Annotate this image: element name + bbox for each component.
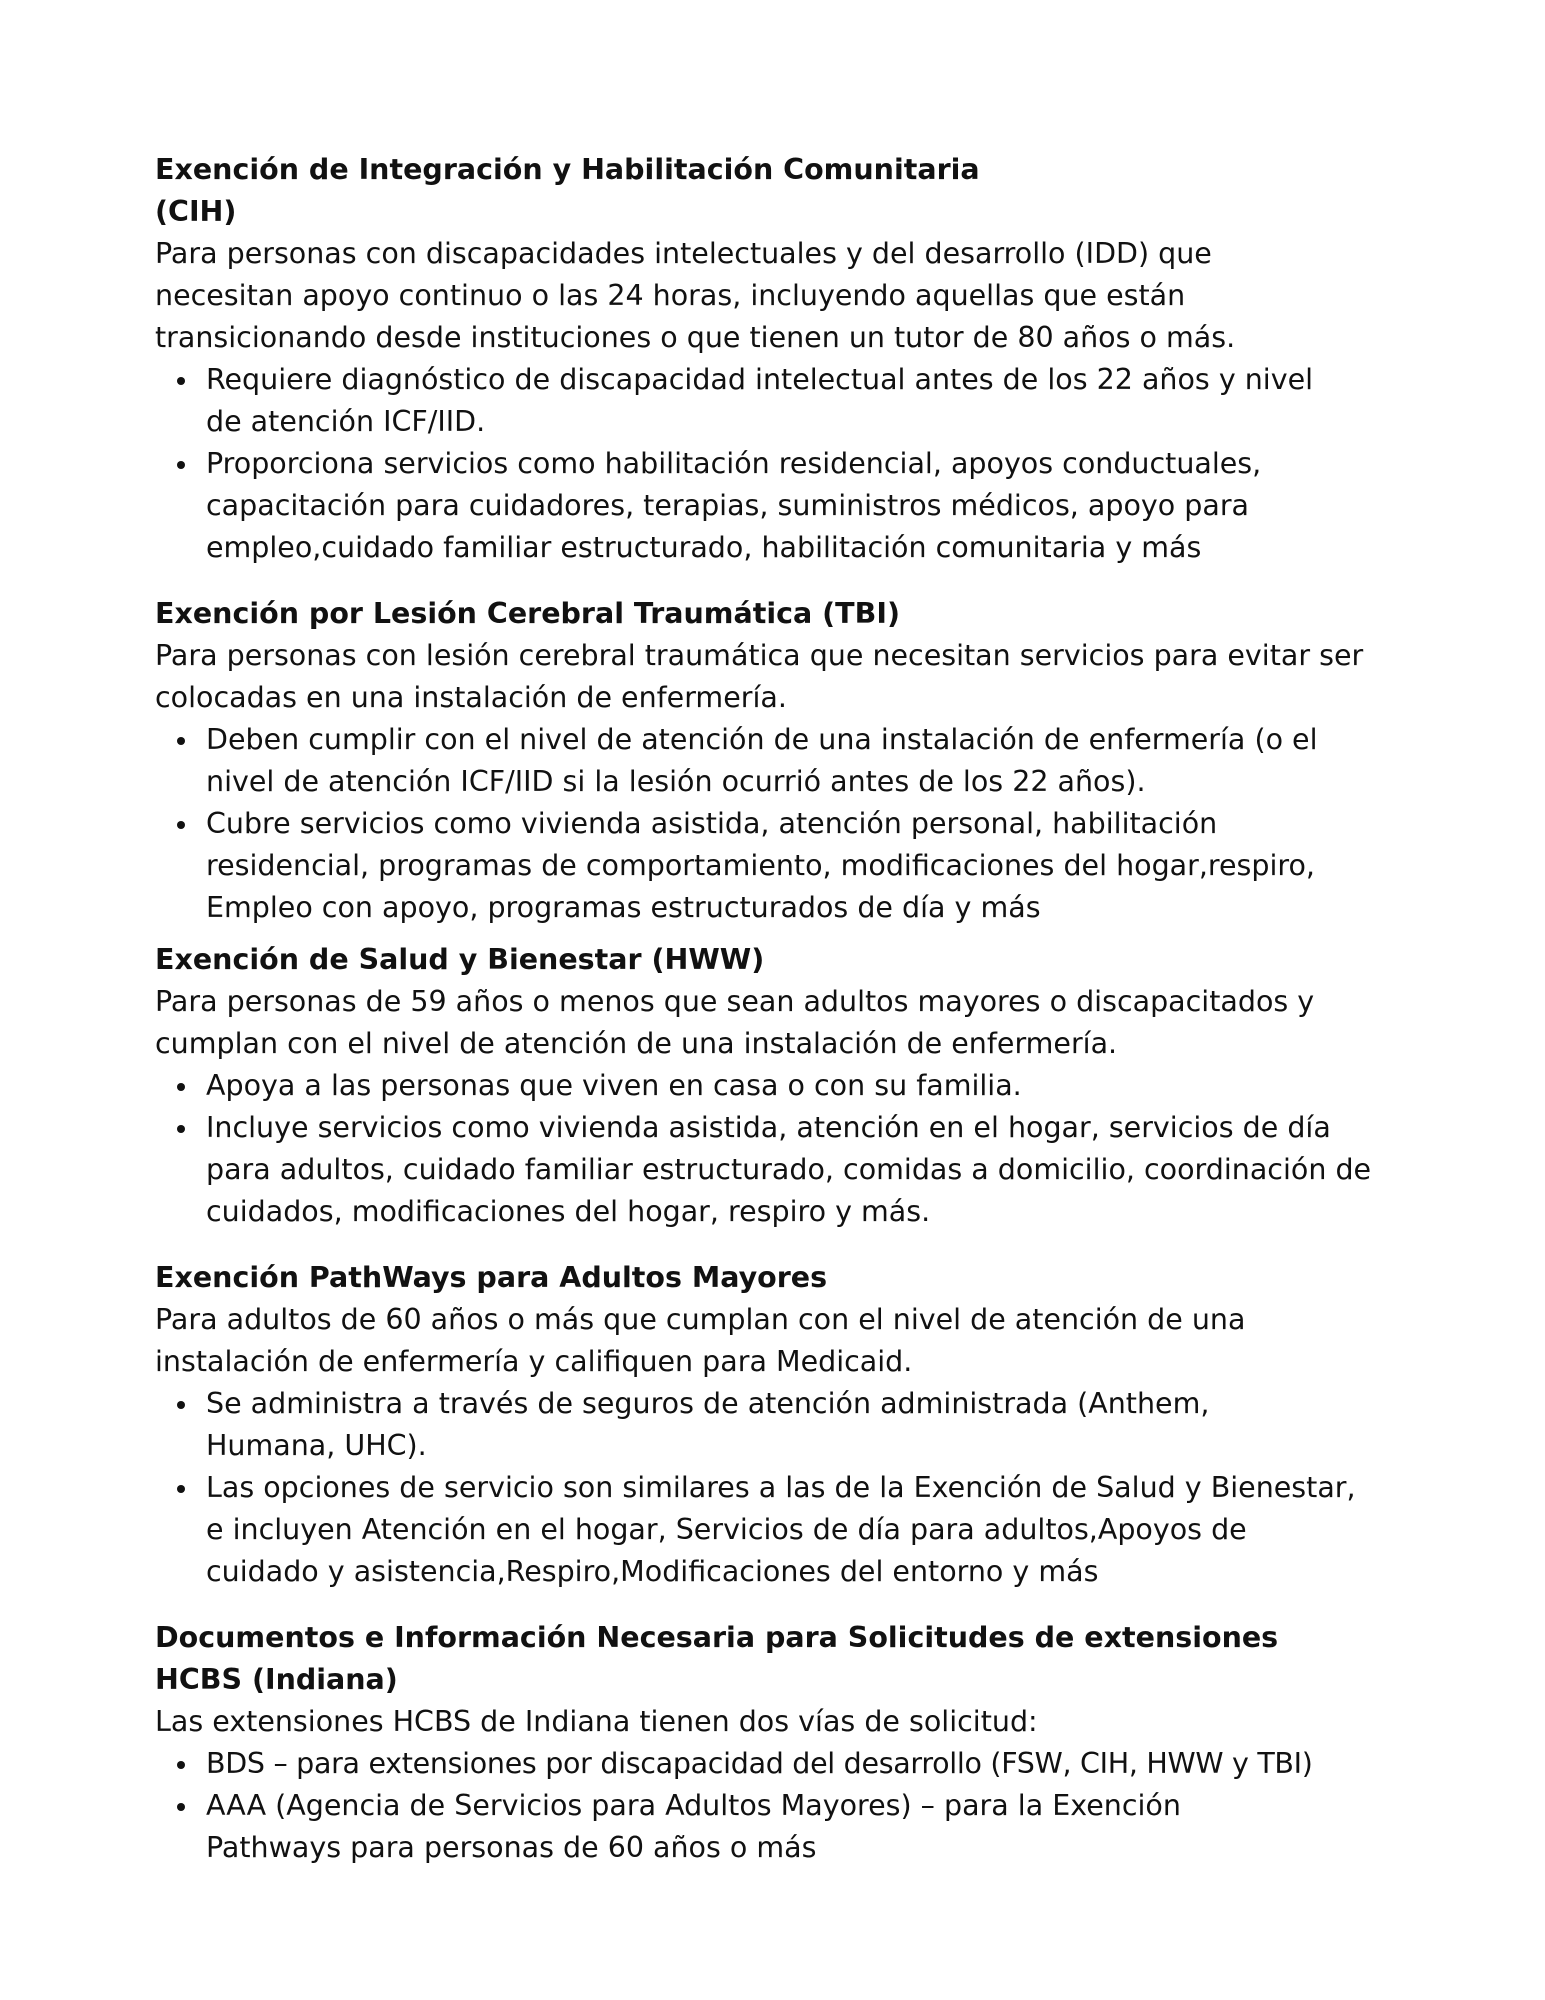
list-item: Proporciona servicios como habilitación residencial, apoyos conductuales, capacitación para cuidadores, terapias, suministros médicos, apoyo para empleo,cuidado familiar estructurado, habilitación comunitaria y más — [206, 443, 1356, 569]
section-heading: Documentos e Información Necesaria para Solicitudes de extensiones HCBS (Indiana) — [155, 1621, 1279, 1696]
bullet-list — [155, 1743, 1405, 1869]
bullet-list — [155, 719, 1405, 929]
bullet-list — [155, 359, 1405, 569]
section-documents — [155, 1617, 1405, 1869]
list-item: Deben cumplir con el nivel de atención de una instalación de enfermería (o el nivel de atención ICF/IID si la lesión ocurrió antes de los 22 años). — [206, 719, 1376, 803]
section-description: Para adultos de 60 años o más que cumplan con el nivel de atención de una instalación de enfermería y califiquen para Medicaid. — [155, 1303, 1246, 1378]
section-cih — [155, 149, 1405, 569]
list-item: Apoya a las personas que viven en casa o con su familia. — [206, 1065, 1376, 1107]
section-tbi — [155, 593, 1405, 929]
section-heading: Exención de Salud y Bienestar (HWW) — [155, 943, 765, 976]
list-item: Incluye servicios como vivienda asistida, atención en el hogar, servicios de día para adultos, cuidado familiar estructurado, comidas a domicilio, coordinación de cuidados, modificaciones del hogar, respiro y más. — [206, 1107, 1386, 1233]
list-item: BDS – para extensiones por discapacidad del desarrollo (FSW, CIH, HWW y TBI) — [206, 1743, 1405, 1785]
list-item: AAA (Agencia de Servicios para Adultos Mayores) – para la Exención Pathways para personas de 60 años o más — [206, 1785, 1306, 1869]
section-description: Para personas con discapacidades intelectuales y del desarrollo (IDD) que necesitan apoyo continuo o las 24 horas, incluyendo aquellas que están transicionando desde instituciones o que tienen un tutor de 80 años o más. — [155, 237, 1236, 354]
list-item: Se administra a través de seguros de atención administrada (Anthem, Humana, UHC). — [206, 1383, 1306, 1467]
section-heading: Exención por Lesión Cerebral Traumática (TBI) — [155, 597, 900, 630]
list-item: Requiere diagnóstico de discapacidad intelectual antes de los 22 años y nivel de atención ICF/IID. — [206, 359, 1356, 443]
bullet-list — [155, 1065, 1405, 1233]
section-hww — [155, 939, 1405, 1233]
list-item: Las opciones de servicio son similares a las de la Exención de Salud y Bienestar, e incluyen Atención en el hogar, Servicios de día para adultos,Apoyos de cuidado y asistencia,Respiro,Modificaciones del entorno y más — [206, 1467, 1366, 1593]
list-item: Cubre servicios como vivienda asistida, atención personal, habilitación residencial, programas de comportamiento, modificaciones del hogar,respiro, Empleo con apoyo, programas estructurados de día y más — [206, 803, 1376, 929]
section-description: Las extensiones HCBS de Indiana tienen dos vías de solicitud: — [155, 1705, 1038, 1738]
section-description: Para personas con lesión cerebral traumática que necesitan servicios para evitar ser colocadas en una instalación de enfermería. — [155, 639, 1364, 714]
bullet-list — [155, 1383, 1405, 1593]
document-page — [155, 149, 1405, 1869]
section-heading: Exención de Integración y Habilitación Comunitaria (CIH) — [155, 153, 980, 228]
section-description: Para personas de 59 años o menos que sean adultos mayores o discapacitados y cumplan con el nivel de atención de una instalación de enfermería. — [155, 985, 1315, 1060]
section-pathways — [155, 1257, 1405, 1593]
section-heading: Exención PathWays para Adultos Mayores — [155, 1261, 828, 1294]
